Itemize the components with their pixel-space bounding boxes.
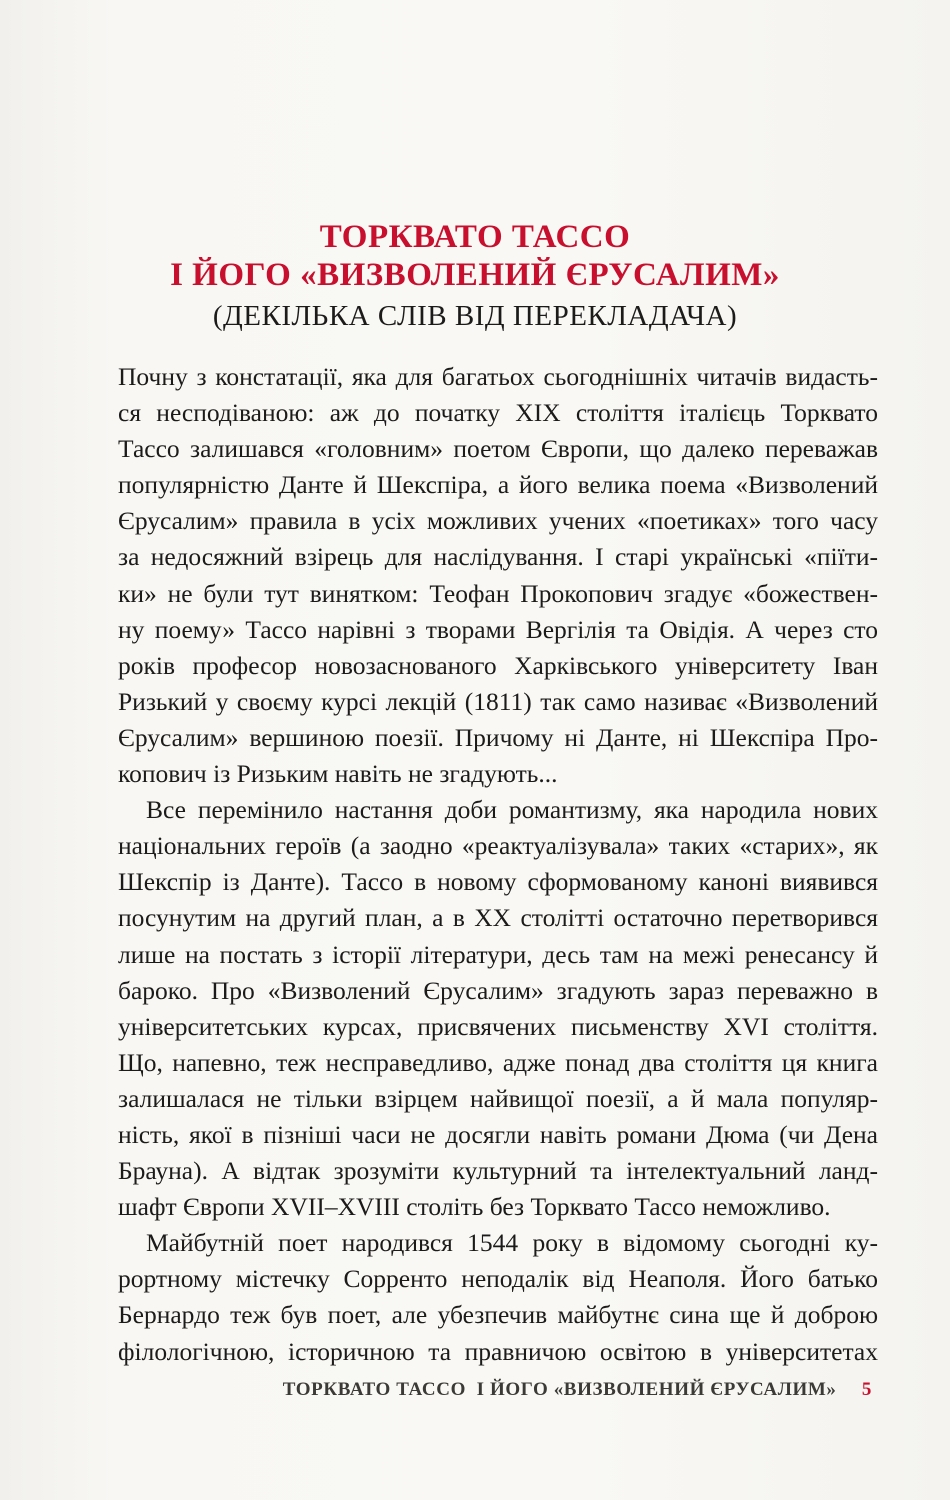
paragraph-1-line: Єрусалим» правила в усіх можливих учених «поетиках» того часу [118,506,878,536]
chapter-heading [0,218,950,338]
paragraph-2-line: Брауна). А відтак зрозуміти культурний та інтелектуальний ланд- [118,1156,878,1186]
paragraph-1-line: популярністю Данте й Шекспіра, а його велика поема «Визволений [118,470,878,500]
paragraph-1-line: ки» не були тут винятком: Теофан Прокопович згадує «божествен- [118,578,878,608]
paragraph-1-line: Ризький у своєму курсі лекцій (1811) так само називає «Визволений [118,686,878,716]
paragraph-2-line: шафт Європи XVII–XVIII століть без Торквато Тассо неможливо. [118,1192,831,1222]
paragraph-1-line: за недосяжний взірець для наслідування. І старі українські «піїти- [118,542,878,572]
body-text [118,359,878,1370]
paragraph-1-line: ся несподіваною: аж до початку XIX століття італієць Торквато [118,398,878,428]
paragraph-2-line: лише на постать з історії літератури, десь там на межі ренесансу й [118,939,878,969]
chapter-subtitle: (ДЕКІЛЬКА СЛІВ ВІД ПЕРЕКЛАДАЧА) [212,300,738,332]
page-number: 5 [861,1379,872,1400]
paragraph-3-line: рортному містечку Сорренто неподалік від Неаполя. Його батько [118,1264,878,1294]
paragraph-2-line: національних героїв (а заодно «реактуалізувала» таких «старих», як [118,831,878,861]
paragraph-1-line: Тассо залишався «головним» поетом Європи, що далеко переважав [118,434,878,464]
page-footer [283,1378,872,1402]
paragraph-2-line: ність, якої в пізніші часи не досягли навіть романи Дюма (чи Дена [118,1119,878,1149]
chapter-title-line-2: І ЙОГО «ВИЗВОЛЕНИЙ ЄРУСАЛИМ» [170,257,780,293]
paragraph-1-line: Почну з констатації, яка для багатьох сьогоднішніх читачів видасть- [118,362,878,391]
paragraph-2-line: посунутим на другий план, а в XX столітті остаточно перетворився [118,903,878,933]
paragraph-1-line: Єрусалим» вершиною поезії. Причому ні Данте, ні Шекспіра Про- [118,722,878,752]
paragraph-3-line: Бернардо теж був поет, але убезпечив майбутнє сина ще й доброю [118,1300,878,1330]
paragraph-1-line: років професор новозаснованого Харківського університету Іван [118,650,878,680]
paragraph-2-line: Все перемінило настання доби романтизму, яка народила нових [146,795,878,825]
paragraph-2-line: університетських курсах, присвячених письменству XVI століття. [118,1011,878,1041]
paragraph-2-line: бароко. Про «Визволений Єрусалим» згадують зараз переважно в [118,975,878,1005]
paragraph-1-line: ну поему» Тассо нарівні з творами Вергілія та Овідія. А через сто [118,614,878,644]
paragraph-3-line: Майбутній поет народився 1544 року в відомому сьогодні ку- [146,1228,878,1258]
paragraph-2-line: Шекспір із Данте). Тассо в новому сформованому каноні виявився [118,867,878,897]
paragraph-3-line: філологічною, історичною та правничою освітою в університетах [118,1336,878,1366]
paragraph-2-line: залишалася не тільки взірцем найвищої поезії, а й мала популяр- [118,1083,878,1113]
paragraph-1-line: копович із Ризьким навіть не згадують... [118,759,558,789]
chapter-title-line-1: ТОРКВАТО ТАССО [319,219,631,255]
paragraph-2-line: Що, напевно, теж несправедливо, адже понад два століття ця книга [118,1047,878,1077]
running-title: ТОРКВАТО ТАССО І ЙОГО «ВИЗВОЛЕНИЙ ЄРУСАЛИМ» [282,1379,837,1400]
